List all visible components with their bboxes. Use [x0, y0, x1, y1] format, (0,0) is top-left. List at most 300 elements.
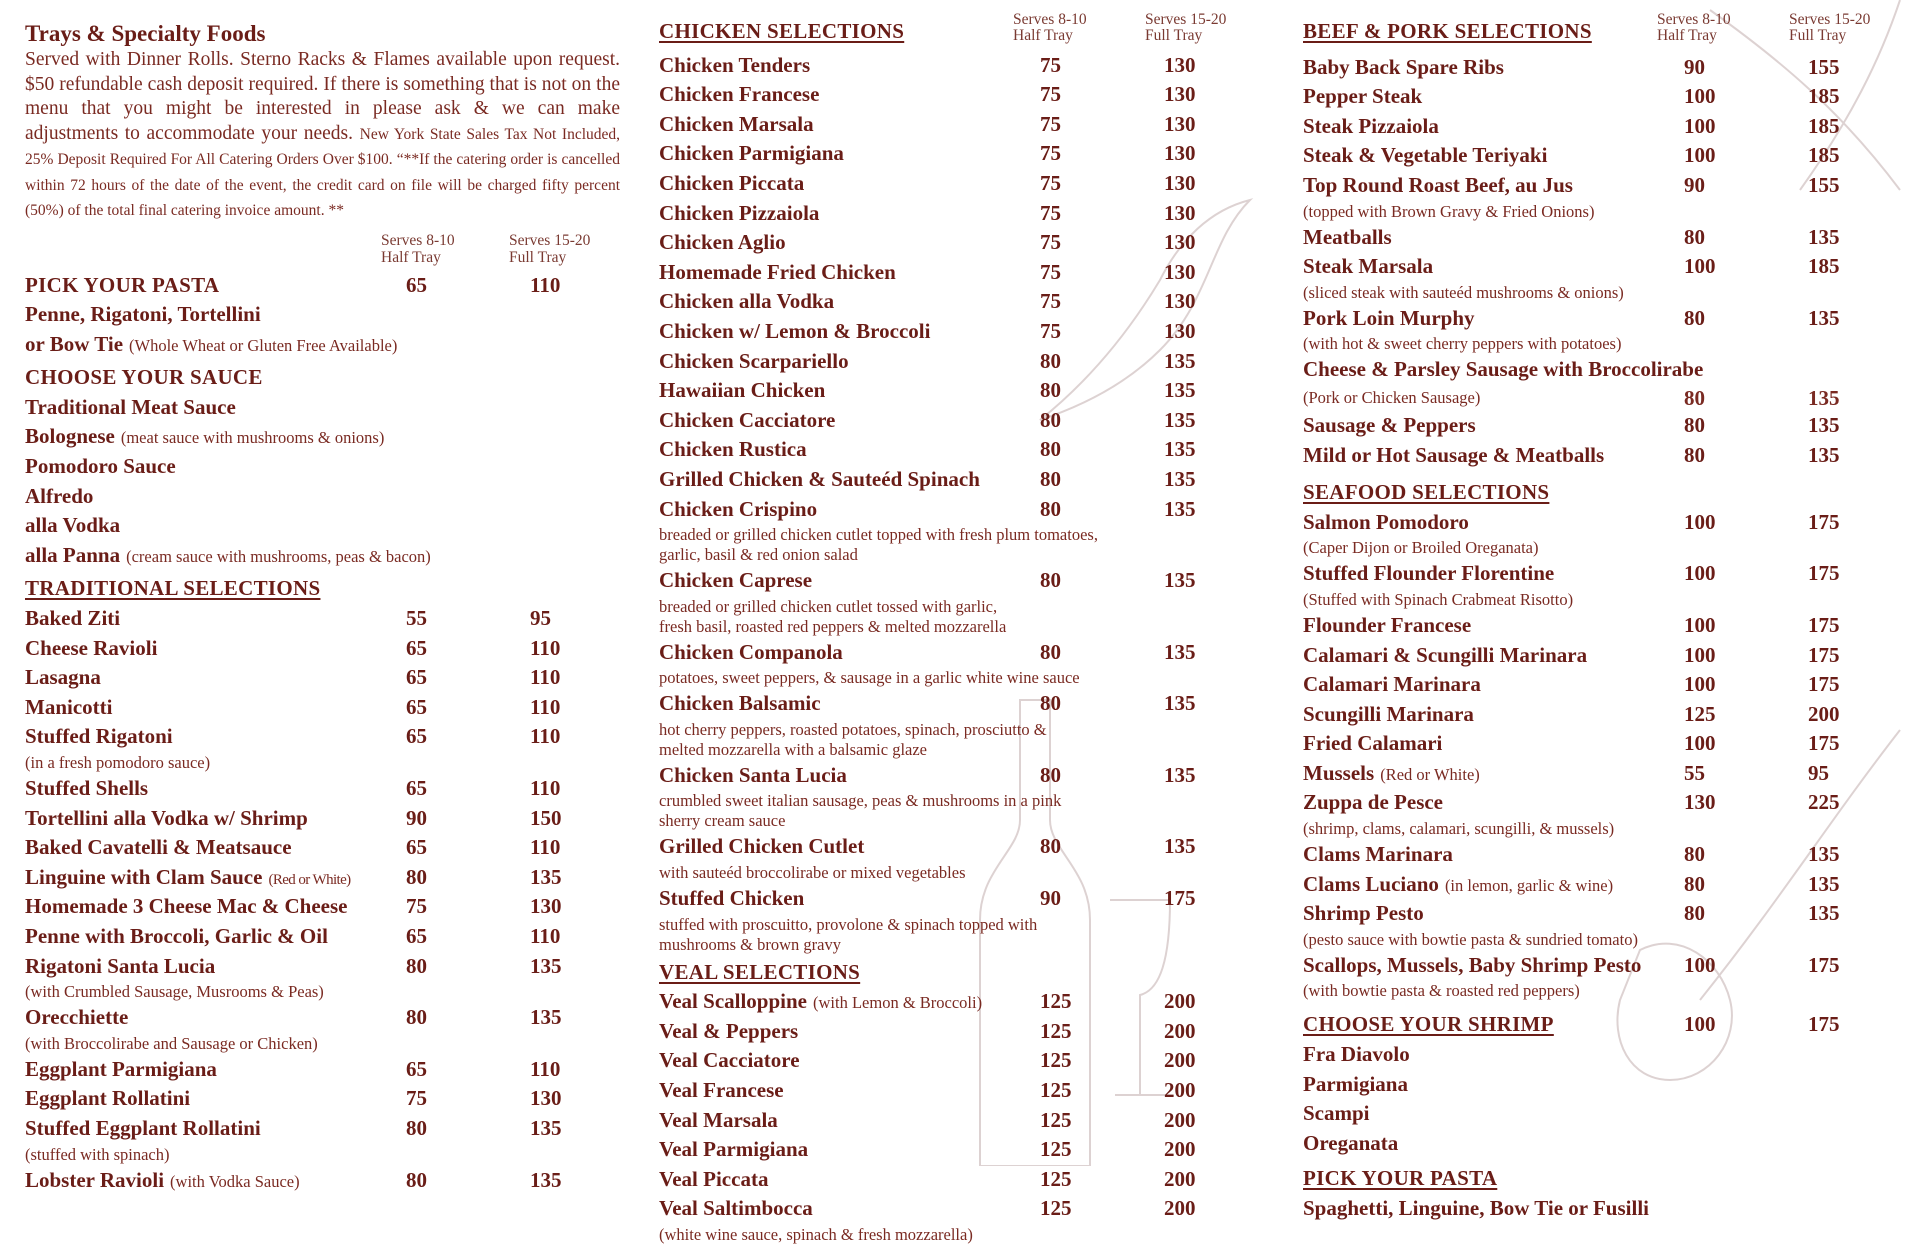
- half-tray-price: 90: [1684, 54, 1705, 79]
- half-tray-price: 65: [406, 635, 427, 660]
- full-tray-label: Full Tray: [1145, 27, 1203, 44]
- serves-full-label: Serves 15-20: [1789, 11, 1871, 28]
- full-tray-price: 95: [1808, 760, 1829, 785]
- half-tray-price: 65: [406, 835, 427, 860]
- item-label: [659, 81, 819, 111]
- half-tray-price: 65: [406, 665, 427, 690]
- item-label: [1303, 952, 1641, 982]
- half-tray-price: 100: [1684, 642, 1716, 667]
- half-tray-price: 80: [1040, 348, 1061, 373]
- menu-item: [1303, 1195, 1903, 1225]
- menu-item-row: [1303, 1041, 1903, 1071]
- half-tray-price: 80: [406, 1167, 427, 1192]
- item-label: [1303, 412, 1476, 442]
- full-tray-price: 130: [1164, 259, 1196, 284]
- item-name: Stuffed Chicken: [659, 886, 805, 911]
- item-name: Chicken alla Vodka: [659, 289, 835, 314]
- menu-item: [1303, 1100, 1903, 1130]
- menu-item: [659, 762, 1269, 832]
- menu-item: [659, 496, 1269, 566]
- intro-small-print: New York State Sales Tax Not Included, 25% Deposit Required For All Catering Orders Over $100. “**If the catering order is cancelled within 72 hours of the date of the event, the credit card on file will be charged fifty percent (50%) of the total final catering invoice amount. **: [25, 125, 621, 219]
- menu-item: [1303, 142, 1903, 172]
- menu-item: [25, 512, 620, 542]
- menu-item: [659, 140, 1269, 170]
- item-label: [1303, 83, 1422, 113]
- menu-item-row: [1303, 642, 1903, 672]
- item-name: Pomodoro Sauce: [25, 454, 176, 479]
- menu-item: [25, 953, 620, 1003]
- menu-item: [25, 331, 620, 361]
- item-label: [25, 1115, 261, 1145]
- half-tray-price: 80: [406, 864, 427, 889]
- item-name: Bolognese: [25, 424, 115, 449]
- menu-item: [659, 1107, 1269, 1137]
- item-description: (Caper Dijon or Broiled Oreganata): [1303, 538, 1539, 558]
- menu-item-row: [1303, 701, 1903, 731]
- half-tray-price: 90: [1684, 172, 1705, 197]
- item-name: Top Round Roast Beef, au Jus: [1303, 172, 1573, 197]
- item-label: [25, 605, 120, 635]
- full-tray-price: 175: [1808, 561, 1840, 586]
- menu-item: [1303, 412, 1903, 442]
- half-tray-price: 125: [1040, 1137, 1072, 1162]
- menu-item: [1303, 253, 1903, 303]
- full-tray-price: 200: [1164, 1018, 1196, 1043]
- item-name: Chicken Parmigiana: [659, 141, 844, 166]
- menu-item: [659, 377, 1269, 407]
- menu-item: [659, 639, 1269, 689]
- menu-item-row: [659, 1107, 1269, 1137]
- menu-item-row: [25, 635, 620, 665]
- menu-item: [659, 1195, 1269, 1245]
- menu-item-row: [659, 1077, 1269, 1107]
- menu-section: [1303, 479, 1903, 1001]
- full-tray-price: 135: [1808, 412, 1840, 437]
- section-heading: PICK YOUR PASTA: [25, 272, 220, 297]
- item-name: Spaghetti, Linguine, Bow Tie or Fusilli: [1303, 1196, 1649, 1220]
- menu-item: [659, 690, 1269, 760]
- menu-item: [659, 259, 1269, 289]
- item-name: Manicotti: [25, 694, 113, 719]
- item-label: [659, 200, 819, 230]
- item-label: [1303, 509, 1469, 539]
- full-tray-price: 175: [1808, 952, 1840, 977]
- right-column: [1303, 0, 1903, 1225]
- half-tray-price: 65: [406, 694, 427, 719]
- section-heading: VEAL SELECTIONS: [659, 959, 861, 984]
- half-tray-price: 75: [1040, 82, 1061, 107]
- middle-column: [659, 0, 1269, 1247]
- menu-item: [25, 542, 620, 572]
- menu-item-row: [25, 1167, 620, 1197]
- menu-item: [1303, 356, 1903, 410]
- half-tray-price: 80: [1040, 762, 1061, 787]
- full-tray-price: 110: [530, 923, 561, 948]
- full-tray-price: 130: [530, 1086, 562, 1111]
- item-description: (with bowtie pasta & roasted red peppers): [1303, 981, 1580, 1001]
- item-label: [659, 1195, 813, 1225]
- full-tray-price: 135: [530, 1005, 562, 1030]
- menu-section: [659, 959, 1269, 1245]
- item-name: or Bow Tie: [25, 331, 124, 356]
- menu-item-row: [659, 259, 1269, 289]
- item-name: Veal Piccata: [659, 1166, 769, 1191]
- menu-item-row: [659, 200, 1269, 230]
- section-heading: PICK YOUR PASTA: [1303, 1166, 1498, 1191]
- half-tray-price: 90: [1040, 886, 1061, 911]
- menu-item-row: [1303, 900, 1903, 930]
- item-name: Chicken Aglio: [659, 230, 786, 255]
- item-label: [1303, 701, 1474, 731]
- menu-item-row: [1303, 172, 1903, 202]
- item-label: [659, 436, 807, 466]
- item-description: (white wine sauce, spinach & fresh mozzarella): [659, 1225, 973, 1244]
- menu-item-row: [659, 377, 1269, 407]
- item-label: [659, 1047, 800, 1077]
- menu-item-row: [659, 288, 1269, 318]
- menu-item-row: [25, 723, 620, 753]
- full-tray-price: 200: [1164, 1166, 1196, 1191]
- item-name: Tortellini alla Vodka w/ Shrimp: [25, 805, 308, 830]
- item-label: [25, 331, 397, 361]
- menu-item: [1303, 224, 1903, 254]
- menu-section: [25, 575, 620, 1196]
- item-label: [659, 466, 980, 496]
- half-tray-price: 75: [1040, 289, 1061, 314]
- item-description-text: (Pork or Chicken Sausage): [1303, 387, 1481, 407]
- item-label: [25, 453, 176, 483]
- item-note: (meat sauce with mushrooms & onions): [120, 428, 385, 448]
- item-label: [25, 834, 292, 864]
- menu-item-row: [659, 762, 1269, 792]
- menu-item-row: [659, 1195, 1269, 1225]
- serves-header: [25, 232, 620, 272]
- section-heading-row: [659, 18, 1269, 48]
- menu-item: [1303, 789, 1903, 839]
- item-name: Pepper Steak: [1303, 84, 1423, 109]
- half-tray-price: 100: [1684, 1012, 1716, 1037]
- item-name: Chicken Rustica: [659, 437, 807, 462]
- item-label: [659, 377, 825, 407]
- full-tray-price: 110: [530, 724, 561, 749]
- item-label: [25, 953, 215, 983]
- menu-item-row: [25, 893, 620, 923]
- menu-item: [659, 1047, 1269, 1077]
- menu-item: [659, 288, 1269, 318]
- item-label: [25, 483, 93, 513]
- menu-item-row: [659, 436, 1269, 466]
- full-tray-price: 130: [1164, 200, 1196, 225]
- item-description: breaded or grilled chicken cutlet topped with fresh plum tomatoes,: [659, 525, 1098, 545]
- half-tray-price: 80: [406, 1005, 427, 1030]
- left-column: [25, 0, 620, 1196]
- item-label: [1303, 612, 1471, 642]
- menu-item-row: [659, 496, 1269, 526]
- item-label: [1303, 305, 1475, 335]
- half-tray-price: 80: [1684, 901, 1705, 926]
- menu-item: [659, 567, 1269, 637]
- menu-item-row: [25, 394, 620, 424]
- serves-full-label: Serves 15-20: [509, 231, 591, 249]
- full-tray-price: 135: [1164, 407, 1196, 432]
- item-label: [659, 496, 817, 526]
- full-tray-price: 200: [1164, 1196, 1196, 1221]
- item-label: [1303, 356, 1703, 386]
- item-label: [1303, 1071, 1408, 1101]
- item-name: Traditional Meat Sauce: [25, 394, 236, 419]
- item-name: Baked Cavatelli & Meatsauce: [25, 835, 292, 860]
- menu-item-row: [1303, 356, 1903, 386]
- item-label: [25, 512, 120, 542]
- section-heading-row: [1303, 1165, 1903, 1195]
- full-tray-price: 200: [1164, 1107, 1196, 1132]
- full-tray-price: 110: [530, 635, 561, 660]
- half-tray-price: 125: [1040, 1018, 1072, 1043]
- item-name: Steak & Vegetable Teriyaki: [1303, 143, 1548, 168]
- menu-item: [25, 301, 620, 331]
- menu-item-row: [25, 923, 620, 953]
- item-note: (Red or White): [268, 871, 351, 888]
- menu-item: [1303, 1041, 1903, 1071]
- half-tray-price: 55: [406, 606, 427, 631]
- menu-item: [25, 694, 620, 724]
- full-tray-label: Full Tray: [509, 248, 567, 266]
- item-name: Scallops, Mussels, Baby Shrimp Pesto: [1303, 952, 1642, 977]
- item-label: [659, 1166, 768, 1196]
- item-label: [25, 394, 236, 424]
- full-tray-price: 185: [1808, 84, 1840, 109]
- full-tray-price: 175: [1808, 509, 1840, 534]
- menu-item: [25, 605, 620, 635]
- menu-item-row: [25, 423, 620, 453]
- half-tray-price: 100: [1684, 84, 1716, 109]
- item-label: [1303, 172, 1573, 202]
- item-label: [25, 893, 348, 923]
- item-name: Lasagna: [25, 665, 101, 690]
- full-tray-price: 135: [1164, 348, 1196, 373]
- item-note: (with Lemon & Broccoli): [813, 993, 983, 1013]
- full-tray-price: 135: [530, 864, 562, 889]
- half-tray-price: 100: [1684, 952, 1716, 977]
- section-heading: CHOOSE YOUR SAUCE: [25, 365, 263, 390]
- item-description: potatoes, sweet peppers, & sausage in a garlic white wine sauce: [659, 668, 1080, 688]
- full-tray-price: 135: [1164, 691, 1196, 716]
- menu-item: [659, 229, 1269, 259]
- menu-item-row: [659, 466, 1269, 496]
- item-description: (in a fresh pomodoro sauce): [25, 753, 211, 772]
- section-heading-row: [25, 364, 620, 394]
- menu-section: [1303, 1011, 1903, 1159]
- item-name: Flounder Francese: [1303, 612, 1472, 637]
- section-heading: SEAFOOD SELECTIONS: [1303, 480, 1550, 505]
- menu-item: [1303, 1071, 1903, 1101]
- menu-item-row: [1303, 54, 1903, 84]
- half-tray-price: 65: [406, 923, 427, 948]
- menu-item: [1303, 305, 1903, 355]
- item-name: Lobster Ravioli: [25, 1167, 165, 1192]
- serves-half-label: Serves 8-10: [381, 231, 455, 249]
- menu-item: [659, 466, 1269, 496]
- item-name: Veal Cacciatore: [659, 1048, 800, 1073]
- menu-item: [1303, 900, 1903, 950]
- item-note: (cream sauce with mushrooms, peas & bacon): [126, 546, 431, 566]
- item-note: (with Vodka Sauce): [170, 1171, 300, 1191]
- full-tray-price: 135: [1164, 834, 1196, 859]
- item-name: Chicken Crispino: [659, 496, 818, 521]
- menu-item: [1303, 113, 1903, 143]
- item-label: [659, 229, 786, 259]
- item-name: Parmigiana: [1303, 1071, 1408, 1096]
- menu-item: [659, 833, 1269, 883]
- full-tray-label: Full Tray: [1789, 27, 1847, 44]
- half-tray-price: 80: [1684, 842, 1705, 867]
- half-tray-price: 75: [1040, 200, 1061, 225]
- menu-item-row: [659, 1166, 1269, 1196]
- item-label: [659, 1077, 784, 1107]
- half-tray-price: 90: [406, 805, 427, 830]
- menu-item-row: [659, 833, 1269, 863]
- menu-section: [1303, 18, 1903, 471]
- full-tray-price: 135: [1164, 568, 1196, 593]
- full-tray-price: 110: [530, 665, 561, 690]
- full-tray-price: 200: [1164, 1048, 1196, 1073]
- half-tray-price: 80: [1684, 305, 1705, 330]
- menu-item-row: [1303, 253, 1903, 283]
- menu-item-row: [659, 140, 1269, 170]
- item-label: [659, 567, 812, 597]
- menu-item-row: [25, 1115, 620, 1145]
- menu-item: [659, 318, 1269, 348]
- menu-item: [1303, 509, 1903, 559]
- menu-item-row: [1303, 305, 1903, 335]
- menu-item-row: [659, 52, 1269, 82]
- menu-item-row: [1303, 509, 1903, 539]
- menu-item-row: [25, 331, 620, 361]
- item-name: Chicken Santa Lucia: [659, 762, 847, 787]
- item-label: [659, 407, 835, 437]
- item-label: [659, 111, 814, 141]
- item-description: melted mozzarella with a balsamic glaze: [659, 739, 927, 759]
- item-name: alla Vodka: [25, 513, 121, 538]
- half-tray-price: 75: [1040, 170, 1061, 195]
- menu-item: [659, 1077, 1269, 1107]
- half-tray-price: 100: [1684, 561, 1716, 586]
- menu-item-row: [659, 318, 1269, 348]
- half-tray-price: 130: [1684, 790, 1716, 815]
- half-tray-price: 125: [1040, 1078, 1072, 1103]
- item-description: with sauteéd broccolirabe or mixed vegetables: [659, 863, 966, 883]
- full-tray-price: 135: [1808, 871, 1840, 896]
- full-tray-price: 155: [1808, 172, 1840, 197]
- menu-item: [25, 834, 620, 864]
- menu-item-row: [1303, 83, 1903, 113]
- menu-item: [25, 664, 620, 694]
- item-label: [25, 1056, 217, 1086]
- menu-item: [659, 885, 1269, 955]
- item-label: [659, 1018, 798, 1048]
- menu-item-row: [1303, 224, 1903, 254]
- menu-item-row: [659, 988, 1269, 1018]
- item-name: Chicken Marsala: [659, 111, 814, 136]
- full-tray-price: 135: [1808, 442, 1840, 467]
- item-label: [1303, 871, 1613, 901]
- half-tray-price: 75: [1040, 52, 1061, 77]
- item-label: [659, 259, 896, 289]
- item-label: [1303, 730, 1442, 760]
- item-description: (sliced steak with sauteéd mushrooms & onions): [1303, 282, 1624, 302]
- full-tray-header: [509, 232, 590, 266]
- menu-item: [25, 394, 620, 424]
- intro-paragraph: [25, 48, 620, 224]
- menu-item: [25, 1115, 620, 1165]
- item-name: Steak Marsala: [1303, 254, 1434, 279]
- item-label: [25, 775, 148, 805]
- item-label: [1303, 224, 1392, 254]
- item-label: [25, 664, 101, 694]
- half-tray-price: 125: [1040, 989, 1072, 1014]
- menu-section: [1303, 1165, 1903, 1224]
- section-heading: TRADITIONAL SELECTIONS: [25, 576, 321, 601]
- item-description: (pesto sauce with bowtie pasta & sundried tomato): [1303, 929, 1638, 949]
- menu-item: [659, 988, 1269, 1018]
- half-tray-price: 80: [1684, 412, 1705, 437]
- full-tray-price: 130: [1164, 230, 1196, 255]
- item-name: Chicken w/ Lemon & Broccoli: [659, 318, 931, 343]
- half-tray-price: 100: [1684, 672, 1716, 697]
- item-description: (with Broccolirabe and Sausage or Chicken): [25, 1033, 318, 1053]
- menu-section: [659, 18, 1269, 955]
- menu-item: [1303, 730, 1903, 760]
- menu-item-row: [25, 834, 620, 864]
- item-label: [1303, 253, 1433, 283]
- half-tray-label: Half Tray: [1657, 27, 1717, 44]
- half-tray-price: 125: [1040, 1166, 1072, 1191]
- full-tray-price: 130: [1164, 82, 1196, 107]
- full-tray-price: 155: [1808, 54, 1840, 79]
- menu-item: [25, 805, 620, 835]
- half-tray-price: 65: [406, 776, 427, 800]
- half-tray-price: 80: [406, 953, 427, 978]
- middle-sections: [659, 0, 1269, 1245]
- full-tray-price: 130: [1164, 111, 1196, 136]
- menu-item-row: [659, 567, 1269, 597]
- item-name: Chicken Caprese: [659, 568, 813, 593]
- menu-item: [659, 1136, 1269, 1166]
- item-name: Calamari Marinara: [1303, 672, 1481, 697]
- menu-item: [25, 775, 620, 805]
- item-name: Hawaiian Chicken: [659, 378, 826, 403]
- item-name: Zuppa de Pesce: [1303, 790, 1444, 815]
- menu-item: [25, 1004, 620, 1054]
- item-description: sherry cream sauce: [659, 811, 786, 831]
- item-name: Steak Pizzaiola: [1303, 113, 1439, 138]
- item-label: [25, 423, 384, 453]
- item-name: Penne, Rigatoni, Tortellini: [25, 302, 261, 327]
- menu-item: [25, 723, 620, 773]
- half-tray-price: 65: [406, 724, 427, 749]
- full-tray-price: 135: [1164, 466, 1196, 491]
- menu-item: [659, 200, 1269, 230]
- left-sections: [25, 272, 620, 1197]
- menu-item-row: [659, 229, 1269, 259]
- half-tray-price: 55: [1684, 760, 1705, 785]
- full-tray-price: 130: [1164, 52, 1196, 77]
- item-label: [1303, 789, 1443, 819]
- item-label: [1303, 642, 1587, 672]
- item-description: (with hot & sweet cherry peppers with potatoes): [1303, 334, 1622, 354]
- item-name: alla Panna: [25, 542, 121, 567]
- item-name: Stuffed Rigatoni: [25, 724, 173, 749]
